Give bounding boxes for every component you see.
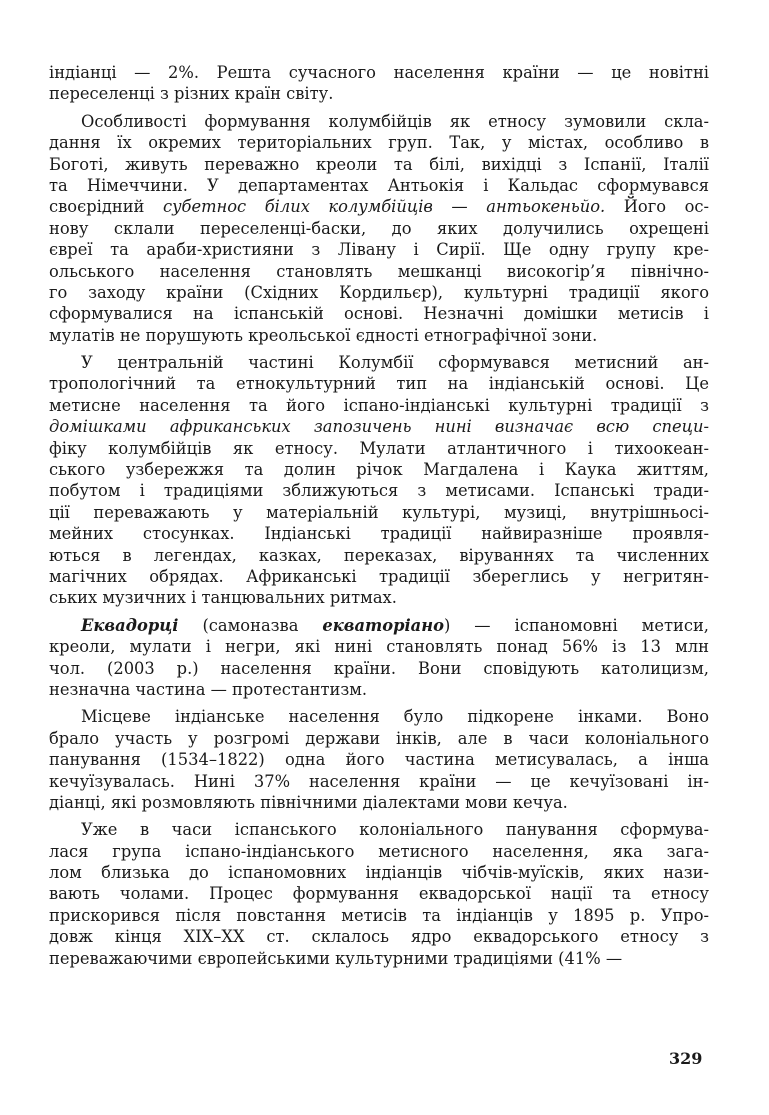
text-run: брало участь у розгромі держави інків, але в часи колоніального [49,728,709,748]
text-run: переселенці з різних країн світу. [49,84,334,104]
text-line [49,545,709,566]
text-run: ) — іспаномовні метиси, [443,615,709,635]
text-line [49,175,709,196]
text-run: субетнос білих колумбійців — антьокеньйо. [162,197,606,217]
text-run: довж кінця XIX–XX ст. склалось ядро еквадорського етносу з [49,927,709,947]
text-line [49,154,709,175]
text-run: Місцеве індіанське населення було підкорене інками. Воно [81,707,709,727]
text-line [49,749,709,770]
paragraph [49,352,709,609]
text-run: побутом і традиціями зближуються з метисами. Іспанські тради- [49,481,709,501]
text-line [49,352,709,373]
text-line [49,728,709,749]
text-run: нову склали переселенці-баски, до яких долучились охрещені [49,218,709,238]
text-run: Особливості формування колумбійців як етносу зумовили скла- [81,111,709,131]
text-line [49,636,709,657]
text-line [49,62,709,83]
text-line [49,841,709,862]
text-line [49,373,709,394]
text-run: Боготі, живуть переважно креоли та білі, вихідці з Іспанії, Італії [49,154,709,174]
text-run: своєрідний [49,197,163,217]
text-line [49,926,709,947]
page-body [49,62,709,969]
text-run: (самоназва [178,615,323,635]
text-run: лом близька до іспаномовних індіанців чібчів-муїсків, яких нази- [49,863,709,883]
text-run: тропологічний та етнокультурний тип на індіанській основі. Це [49,374,709,394]
text-run: креоли, мулати і негри, які нині становлять понад 56% із 13 млн [49,637,709,657]
text-run: діанці, які розмовляють північними діалектами мови кечуа. [49,792,568,812]
text-run: мейних стосунках. Індіанські традиції найвиразніше проявля- [49,524,709,544]
text-run: ського узбережжя та долин річок Магдалена і Каука життям, [49,460,709,480]
text-line [49,395,709,416]
text-line [49,792,709,813]
paragraph [49,615,709,701]
text-line [49,905,709,926]
text-run: Уже в часи іспанського колоніального панування сформува- [81,820,709,840]
text-line [49,459,709,480]
text-line [49,658,709,679]
text-run: незначна частина — протестантизм. [49,679,368,699]
text-line [49,883,709,904]
text-run: та Німеччини. У департаментах Антьокія і Кальдас сформувався [49,175,709,195]
text-run: Еквадорці [81,615,179,635]
text-run: дання їх окремих територіальних груп. Так, у містах, особливо в [49,133,709,153]
paragraph [49,819,709,969]
text-run: ються в легендах, казках, переказах, віруваннях та численних [49,545,709,565]
text-line [49,566,709,587]
text-line [49,862,709,883]
text-line [49,615,709,636]
text-run: ських музичних і танцювальних ритмах. [49,588,397,608]
page-number: 329 [669,1049,703,1068]
text-line [49,438,709,459]
text-line [49,587,709,608]
text-run: індіанці — 2%. Решта сучасного населення країни — це новітні [49,63,709,82]
text-line [49,706,709,727]
text-run: лася група іспано-індіанського метисного населення, яка зага- [49,841,709,861]
text-run: го заходу країни (Східних Кордильєр), культурні традиції якого [49,282,709,302]
text-line [49,303,709,324]
text-line [49,83,709,104]
paragraph [49,706,709,813]
paragraph [49,111,709,346]
text-line [49,480,709,501]
text-run: магічних обрядах. Африканські традиції збереглись у негритян- [49,566,709,586]
text-run: вають чолами. Процес формування еквадорської нації та етносу [49,884,709,904]
text-line [49,196,709,217]
text-line [49,218,709,239]
text-line [49,239,709,260]
text-line [49,282,709,303]
text-line [49,819,709,840]
text-run: чол. (2003 р.) населення країни. Вони сповідують католицизм, [49,658,709,678]
text-run: Його ос- [605,197,710,217]
text-run: домішками африканських запозичень нині визначає всю специ- [49,417,709,437]
text-line [49,416,709,437]
text-line [49,325,709,346]
text-run: екваторіано [322,615,444,635]
text-run: мулатів не порушують креольської єдності етнографічної зони. [49,325,598,345]
text-run: ольського населення становлять мешканці високогір’я північно- [49,261,709,281]
text-line [49,502,709,523]
text-line [49,771,709,792]
text-run: фіку колумбійців як етносу. Мулати атлантичного і тихоокеан- [49,438,709,458]
text-line [49,111,709,132]
paragraph [49,62,709,105]
text-line [49,132,709,153]
text-run: метисне населення та його іспано-індіанські культурні традиції з [49,395,709,415]
text-run: ції переважають у матеріальній культурі, музиці, внутрішньосі- [49,502,709,522]
text-run: переважаючими європейськими культурними традиціями (41% — [49,948,623,968]
text-line [49,523,709,544]
text-run: У центральній частині Колумбії сформувався метисний ан- [81,353,709,373]
text-line [49,948,709,969]
text-run: євреї та араби-християни з Лівану і Сирії. Ще одну групу кре- [49,240,709,260]
text-run: прискорився після повстання метисів та індіанців у 1895 р. Упро- [49,905,709,925]
text-run: панування (1534–1822) одна його частина метисувалась, а інша [49,750,709,770]
text-run: кечуїзувалась. Нині 37% населення країни — це кечуїзовані ін- [49,771,709,791]
text-run: сформувалися на іспанській основі. Незначні домішки метисів і [49,304,709,324]
text-line [49,679,709,700]
text-line [49,261,709,282]
